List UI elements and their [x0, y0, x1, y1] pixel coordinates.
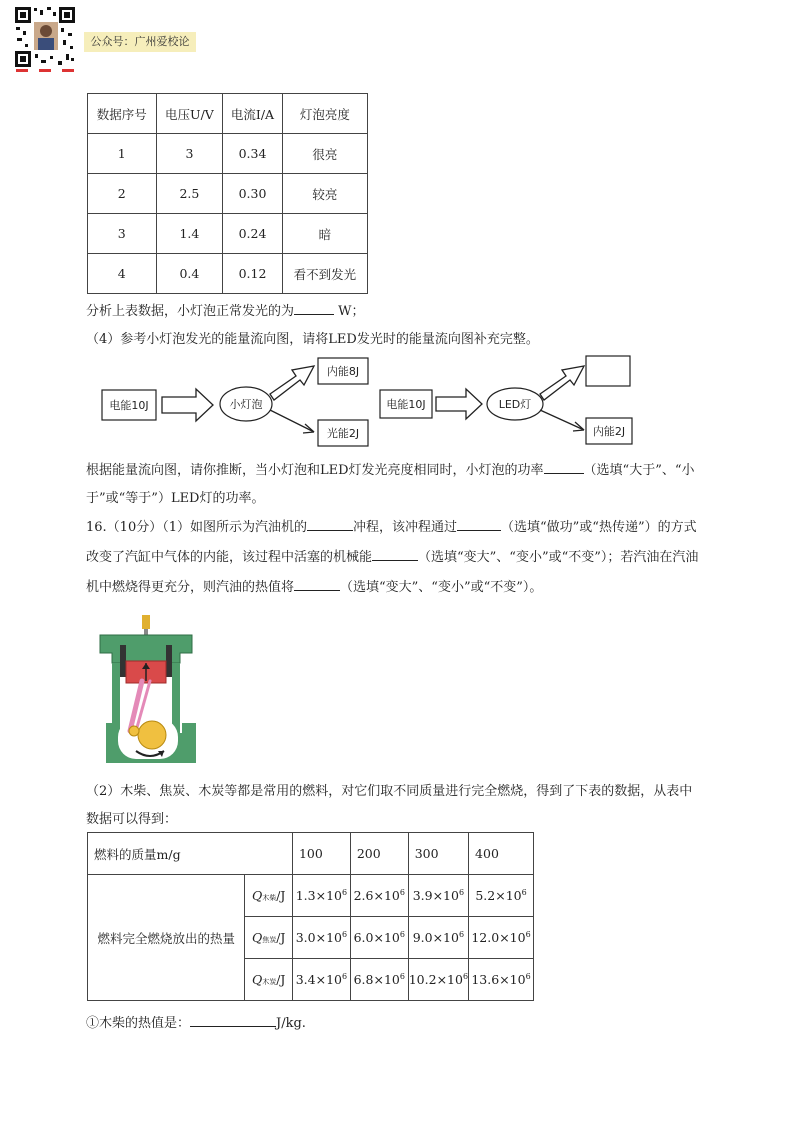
table-header-cell: 灯泡亮度 [282, 94, 367, 134]
flow-label: 小灯泡 [229, 398, 263, 411]
flow-arrow [540, 366, 584, 400]
question-text: （选填“变大”、“变小”或“不变”）；若汽油在汽油 [418, 550, 699, 565]
table-row [88, 174, 368, 214]
answer-blank[interactable] [294, 578, 340, 591]
table-cell: $6.0\times 10^6$ [350, 917, 408, 959]
table-cell: 0.4 [156, 254, 223, 294]
q-subscript: 木柴 [262, 894, 277, 902]
question-text: 16.（10分）（1）如图所示为汽油机的 [86, 520, 307, 535]
energy-flow-diagram [100, 352, 660, 452]
question-16-line-3 [86, 576, 542, 595]
table-cell: 3 [88, 214, 157, 254]
flow-label: 电能10J [386, 398, 426, 411]
question-16-line-2 [86, 546, 698, 565]
exhaust-valve-icon [166, 645, 172, 673]
flow-label: 内能8J [326, 365, 360, 378]
qr-code-icon [14, 6, 76, 68]
q-subscript: 焦炭 [262, 936, 277, 944]
q-symbol: Q [251, 930, 263, 945]
question-text: W； [338, 304, 365, 319]
question-text: （选填“变大”、“变小”或“不变”）。 [340, 580, 543, 595]
answer-blank[interactable] [294, 302, 334, 315]
public-account-banner: 公众号：广州爱校论 [84, 32, 196, 52]
q-unit: /J [276, 888, 286, 903]
q-label-cell [245, 959, 292, 1001]
mass-label: 燃料的质量m/g [94, 846, 181, 862]
table-cell: 1 [88, 134, 157, 174]
table-cell: $6.8\times 10^6$ [350, 959, 408, 1001]
table-header-row [88, 94, 368, 134]
table-cell: $1.3\times 10^6$ [292, 875, 350, 917]
table-cell: 1.4 [156, 214, 223, 254]
q-label-cell [245, 917, 292, 959]
table-cell: 很亮 [282, 134, 367, 174]
table-row [88, 254, 368, 294]
q-unit: /J [276, 972, 286, 987]
table-row [88, 214, 368, 254]
question-4-line: （4）参考小灯泡发光的能量流向图，请将LED发光时的能量流向图补充完整。 [86, 332, 539, 347]
fuel-heat-table [87, 832, 534, 1001]
crankshaft-icon [138, 721, 166, 749]
table-cell: 0.24 [223, 214, 282, 254]
answer-blank[interactable] [190, 1014, 276, 1027]
table-cell: 较亮 [282, 174, 367, 214]
table-cell: $10.2\times 10^6$ [408, 959, 468, 1001]
mass-label-cell [88, 833, 293, 875]
table-header-cell: 电压U/V [156, 94, 223, 134]
flow-arrow [162, 389, 213, 421]
answer-blank[interactable] [307, 518, 353, 531]
mass-cell: 300 [408, 833, 468, 875]
flow-line [270, 410, 314, 432]
table-cell: 看不到发光 [282, 254, 367, 294]
question-3-line [86, 300, 365, 319]
table-cell: $5.2\times 10^6$ [469, 875, 534, 917]
table-header-cell: 数据序号 [88, 94, 157, 134]
q-label-cell [245, 875, 292, 917]
q-symbol: Q [251, 888, 263, 903]
table-cell: 3 [156, 134, 223, 174]
mass-cell: 400 [469, 833, 534, 875]
table-cell: 2.5 [156, 174, 223, 214]
mass-cell: 200 [350, 833, 408, 875]
answer-blank[interactable] [544, 461, 584, 474]
table-cell: $12.0\times 10^6$ [469, 917, 534, 959]
table-cell: $3.9\times 10^6$ [408, 875, 468, 917]
table-cell: 0.12 [223, 254, 282, 294]
table-cell: $9.0\times 10^6$ [408, 917, 468, 959]
table-cell: $3.4\times 10^6$ [292, 959, 350, 1001]
question-4-inference-line-2: 于”或“等于”）LED灯的功率。 [86, 491, 265, 506]
table-cell: $3.0\times 10^6$ [292, 917, 350, 959]
table-header-cell: 电流I/A [223, 94, 282, 134]
table-row [88, 875, 534, 917]
question-16-2-line-1: （2）木柴、焦炭、木炭等都是常用的燃料，对它们取不同质量进行完全燃烧，得到了下表的数据，从表中 [86, 784, 693, 799]
q-symbol: Q [251, 972, 263, 987]
answer-blank[interactable] [457, 518, 501, 531]
flow-arrowhead [303, 424, 314, 433]
question-text: 机中燃烧得更充分，则汽油的热值将 [86, 580, 295, 595]
flow-arrow [436, 389, 482, 419]
question-text: 根据能量流向图，请你推断，当小灯泡和LED灯发光亮度相同时，小灯泡的功率 [86, 463, 544, 478]
flow-arrowhead [573, 422, 584, 431]
q-subscript: 木炭 [262, 978, 277, 986]
flow-label: 电能10J [109, 399, 149, 412]
answer-blank[interactable] [372, 548, 418, 561]
question-text: 分析上表数据，小灯泡正常发光的为 [86, 304, 295, 319]
flow-line [540, 410, 584, 430]
mass-cell: 100 [292, 833, 350, 875]
table-cell: $2.6\times 10^6$ [350, 875, 408, 917]
table-header-row [88, 833, 534, 875]
question-text: （选填“做功”或“热传递”）的方式 [501, 520, 697, 535]
question-text: 改变了汽缸中气体的内能，该过程中活塞的机械能 [86, 550, 373, 565]
table-cell: 4 [88, 254, 157, 294]
question-16-2-sub-1 [86, 1012, 306, 1031]
question-4-inference-line [86, 459, 695, 478]
question-text: ①木柴的热值是： [86, 1016, 191, 1031]
flow-label: 光能2J [326, 427, 360, 440]
table-cell: 暗 [282, 214, 367, 254]
intake-valve-icon [120, 645, 126, 673]
table-cell: 2 [88, 174, 157, 214]
flow-label: LED灯 [498, 398, 532, 411]
gasoline-engine-illustration [96, 615, 206, 765]
question-text: （选填“大于”、“小 [583, 463, 695, 478]
table-cell: $13.6\times 10^6$ [469, 959, 534, 1001]
q-unit: /J [276, 930, 286, 945]
table-cell: 0.34 [223, 134, 282, 174]
flow-label: 内能2J [592, 425, 626, 438]
heat-label-cell: 燃料完全燃烧放出的热量 [88, 875, 245, 1001]
qr-caption-marks [14, 68, 76, 74]
spark-plug-icon [142, 615, 150, 629]
question-16-line-1 [86, 516, 697, 535]
flow-arrow [270, 366, 314, 400]
table-cell: 0.30 [223, 174, 282, 214]
bulb-data-table [87, 93, 368, 294]
table-row [88, 134, 368, 174]
question-text: J/kg. [276, 1016, 306, 1031]
flow-box-empty[interactable] [586, 356, 630, 386]
question-text: 冲程，该冲程通过 [353, 520, 458, 535]
question-16-2-line-2: 数据可以得到： [86, 812, 178, 827]
